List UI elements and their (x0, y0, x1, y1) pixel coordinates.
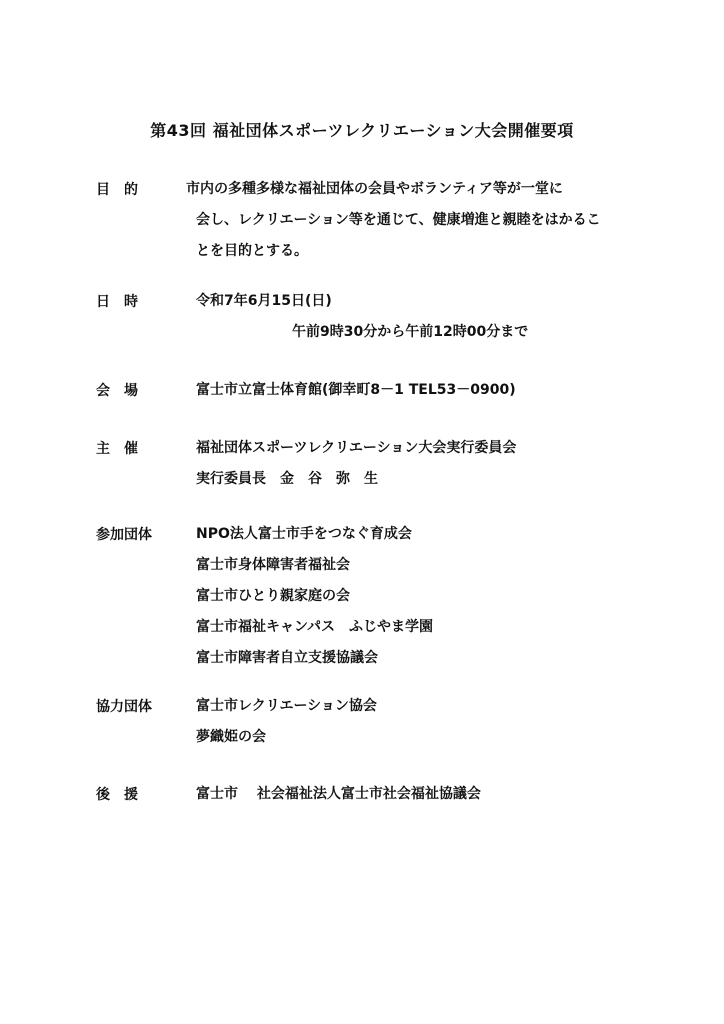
host-organization: 福祉団体スポーツレクリエーション大会実行委員会 (196, 440, 517, 456)
host-label: 主 催 (96, 441, 138, 457)
document-title: 第43回 福祉団体スポーツレクリエーション大会開催要項 (150, 121, 574, 140)
host-chairperson: 実行委員長 金 谷 弥 生 (196, 471, 378, 487)
datetime-date: 令和7年6月15日(日) (196, 293, 332, 309)
datetime-label: 日 時 (96, 294, 138, 310)
participant-item: 富士市障害者自立支援協議会 (196, 650, 378, 666)
purpose-line-1: 市内の多種多様な福祉団体の会員やボランティア等が一堂に (186, 181, 563, 197)
venue-text (196, 375, 516, 406)
venue-label: 会 場 (96, 383, 138, 399)
support-text (196, 779, 481, 810)
purpose-line-3: とを目的とする。 (196, 243, 308, 259)
purpose-text (186, 174, 646, 267)
purpose-label: 目 的 (96, 182, 138, 198)
support-organizations: 富士市 社会福祉法人富士市社会福祉協議会 (196, 786, 481, 802)
datetime-text (196, 286, 528, 348)
participant-item: 富士市ひとり親家庭の会 (196, 588, 350, 604)
participants-label: 参加団体 (96, 527, 152, 543)
participant-item: 富士市福祉キャンパス ふじやま学園 (196, 619, 434, 635)
participant-item: NPO法人富士市手をつなぐ育成会 (196, 526, 412, 542)
cooperation-list (196, 691, 377, 753)
host-text (196, 433, 516, 495)
venue-address: 富士市立富士体育館(御幸町8－1 TEL53－0900) (196, 382, 516, 398)
cooperation-item: 夢織姫の会 (196, 729, 266, 745)
cooperation-item: 富士市レクリエーション協会 (196, 698, 377, 714)
purpose-line-2: 会し、レクリエーション等を通じて、健康増進と親睦をはかるこ (196, 212, 601, 228)
cooperation-label: 協力団体 (96, 699, 152, 715)
support-label: 後 援 (96, 787, 138, 803)
participants-list (196, 519, 433, 674)
datetime-time: 午前9時30分から午前12時00分まで (292, 324, 529, 340)
participant-item: 富士市身体障害者福祉会 (196, 557, 350, 573)
